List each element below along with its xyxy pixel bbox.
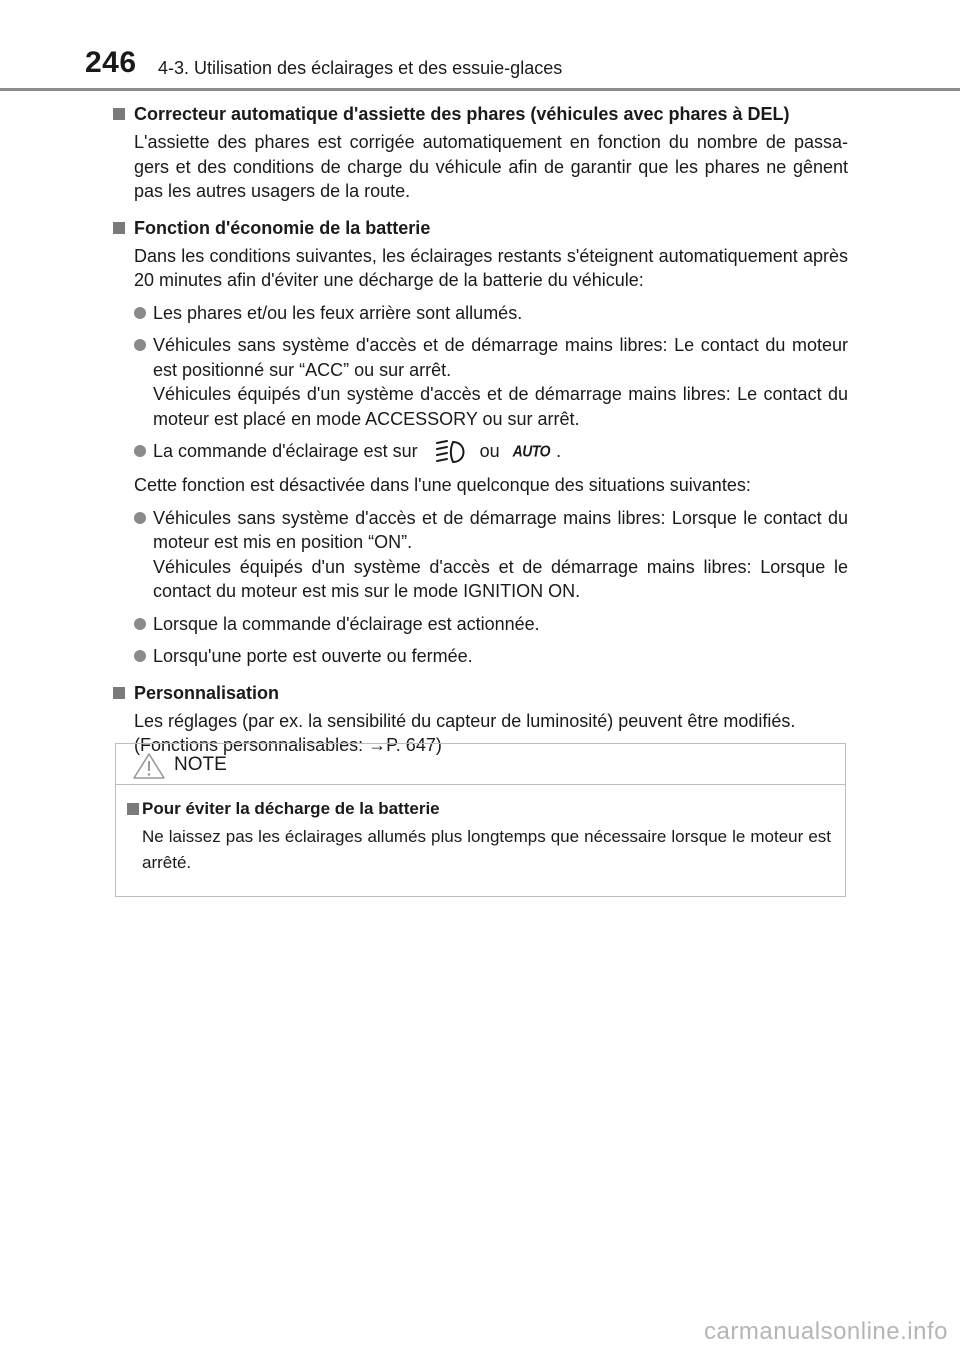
watermark: carmanualsonline.info [704, 1318, 948, 1345]
list-item: Véhicules sans système d'accès et de démarrage mains libres: Lorsque le contact du moteur est mis en position “ON”. Véhicules équipés d'un système d'accès et de démarrage mains libres: Lorsque le contact du moteur est mis sur le mode IGNITION ON. [112, 506, 848, 604]
square-bullet-icon [113, 108, 125, 120]
section-body-leveling: L'assiette des phares est corrigée automatiquement en fonction du nombre de passa-gers et des conditions de charge du véhicule afin de garantir que les phares ne gênent pas les autres usagers de la route. [134, 132, 848, 201]
note-title: Pour éviter la décharge de la batterie [116, 796, 847, 822]
round-bullet-icon [134, 307, 146, 319]
note-header [116, 744, 845, 785]
page-reference: (Fonctions personnalisables: →P. 647) [134, 735, 442, 756]
square-bullet-icon [113, 687, 125, 699]
round-bullet-icon [134, 650, 146, 662]
round-bullet-icon [134, 445, 146, 457]
section-body-deactivation: Cette fonction est désactivée dans l'une quelconque des situations suivantes: [134, 475, 751, 496]
list-item: La commande d'éclairage est sur ou AUTO . [112, 439, 848, 465]
section-title-leveling: Correcteur automatique d'assiette des phares (véhicules avec phares à DEL) [112, 100, 848, 128]
chapter-title: 4-3. Utilisation des éclairages et des essuie-glaces [158, 58, 563, 78]
page-header [0, 0, 960, 90]
round-bullet-icon [134, 618, 146, 630]
headlamp-icon [433, 439, 469, 465]
round-bullet-icon [134, 339, 146, 351]
section-title-battery-saver: Fonction d'économie de la batterie [112, 214, 848, 242]
warning-triangle-icon [132, 752, 166, 780]
list-item: Lorsque la commande d'éclairage est actionnée. [112, 612, 848, 637]
list-item: Les phares et/ou les feux arrière sont allumés. [112, 301, 848, 326]
header-divider [0, 88, 960, 91]
square-bullet-icon [113, 222, 125, 234]
page-number: 246 [85, 46, 137, 79]
auto-icon: AUTO [512, 441, 551, 461]
list-item: Lorsqu'une porte est ouverte ou fermée. [112, 644, 848, 669]
main-content [112, 96, 848, 758]
section-body-battery-saver: Dans les conditions suivantes, les éclairages restants s'éteignent automatiquement après 20 minutes afin d'éviter une décharge de la batterie du véhicule: [134, 245, 848, 290]
note-box [115, 743, 846, 897]
square-bullet-icon [127, 803, 139, 815]
note-body [116, 796, 847, 876]
section-title-customization: Personnalisation [112, 679, 848, 707]
list-item: Véhicules sans système d'accès et de démarrage mains libres: Le contact du moteur est positionné sur “ACC” ou sur arrêt. Véhicules équipés d'un système d'accès et de démarrage mains libres: Le contact du moteur est placé en mode ACCESSORY ou sur arrêt. [112, 333, 848, 431]
note-label: NOTE [174, 754, 227, 775]
round-bullet-icon [134, 512, 146, 524]
section-body-customization: Les réglages (par ex. la sensibilité du capteur de luminosité) peuvent être modifiés. (Fonctions personnalisables: →P. 647) [112, 709, 848, 758]
note-text: Ne laissez pas les éclairages allumés plus longtemps que nécessaire lorsque le moteur est arrêté. [142, 827, 831, 872]
